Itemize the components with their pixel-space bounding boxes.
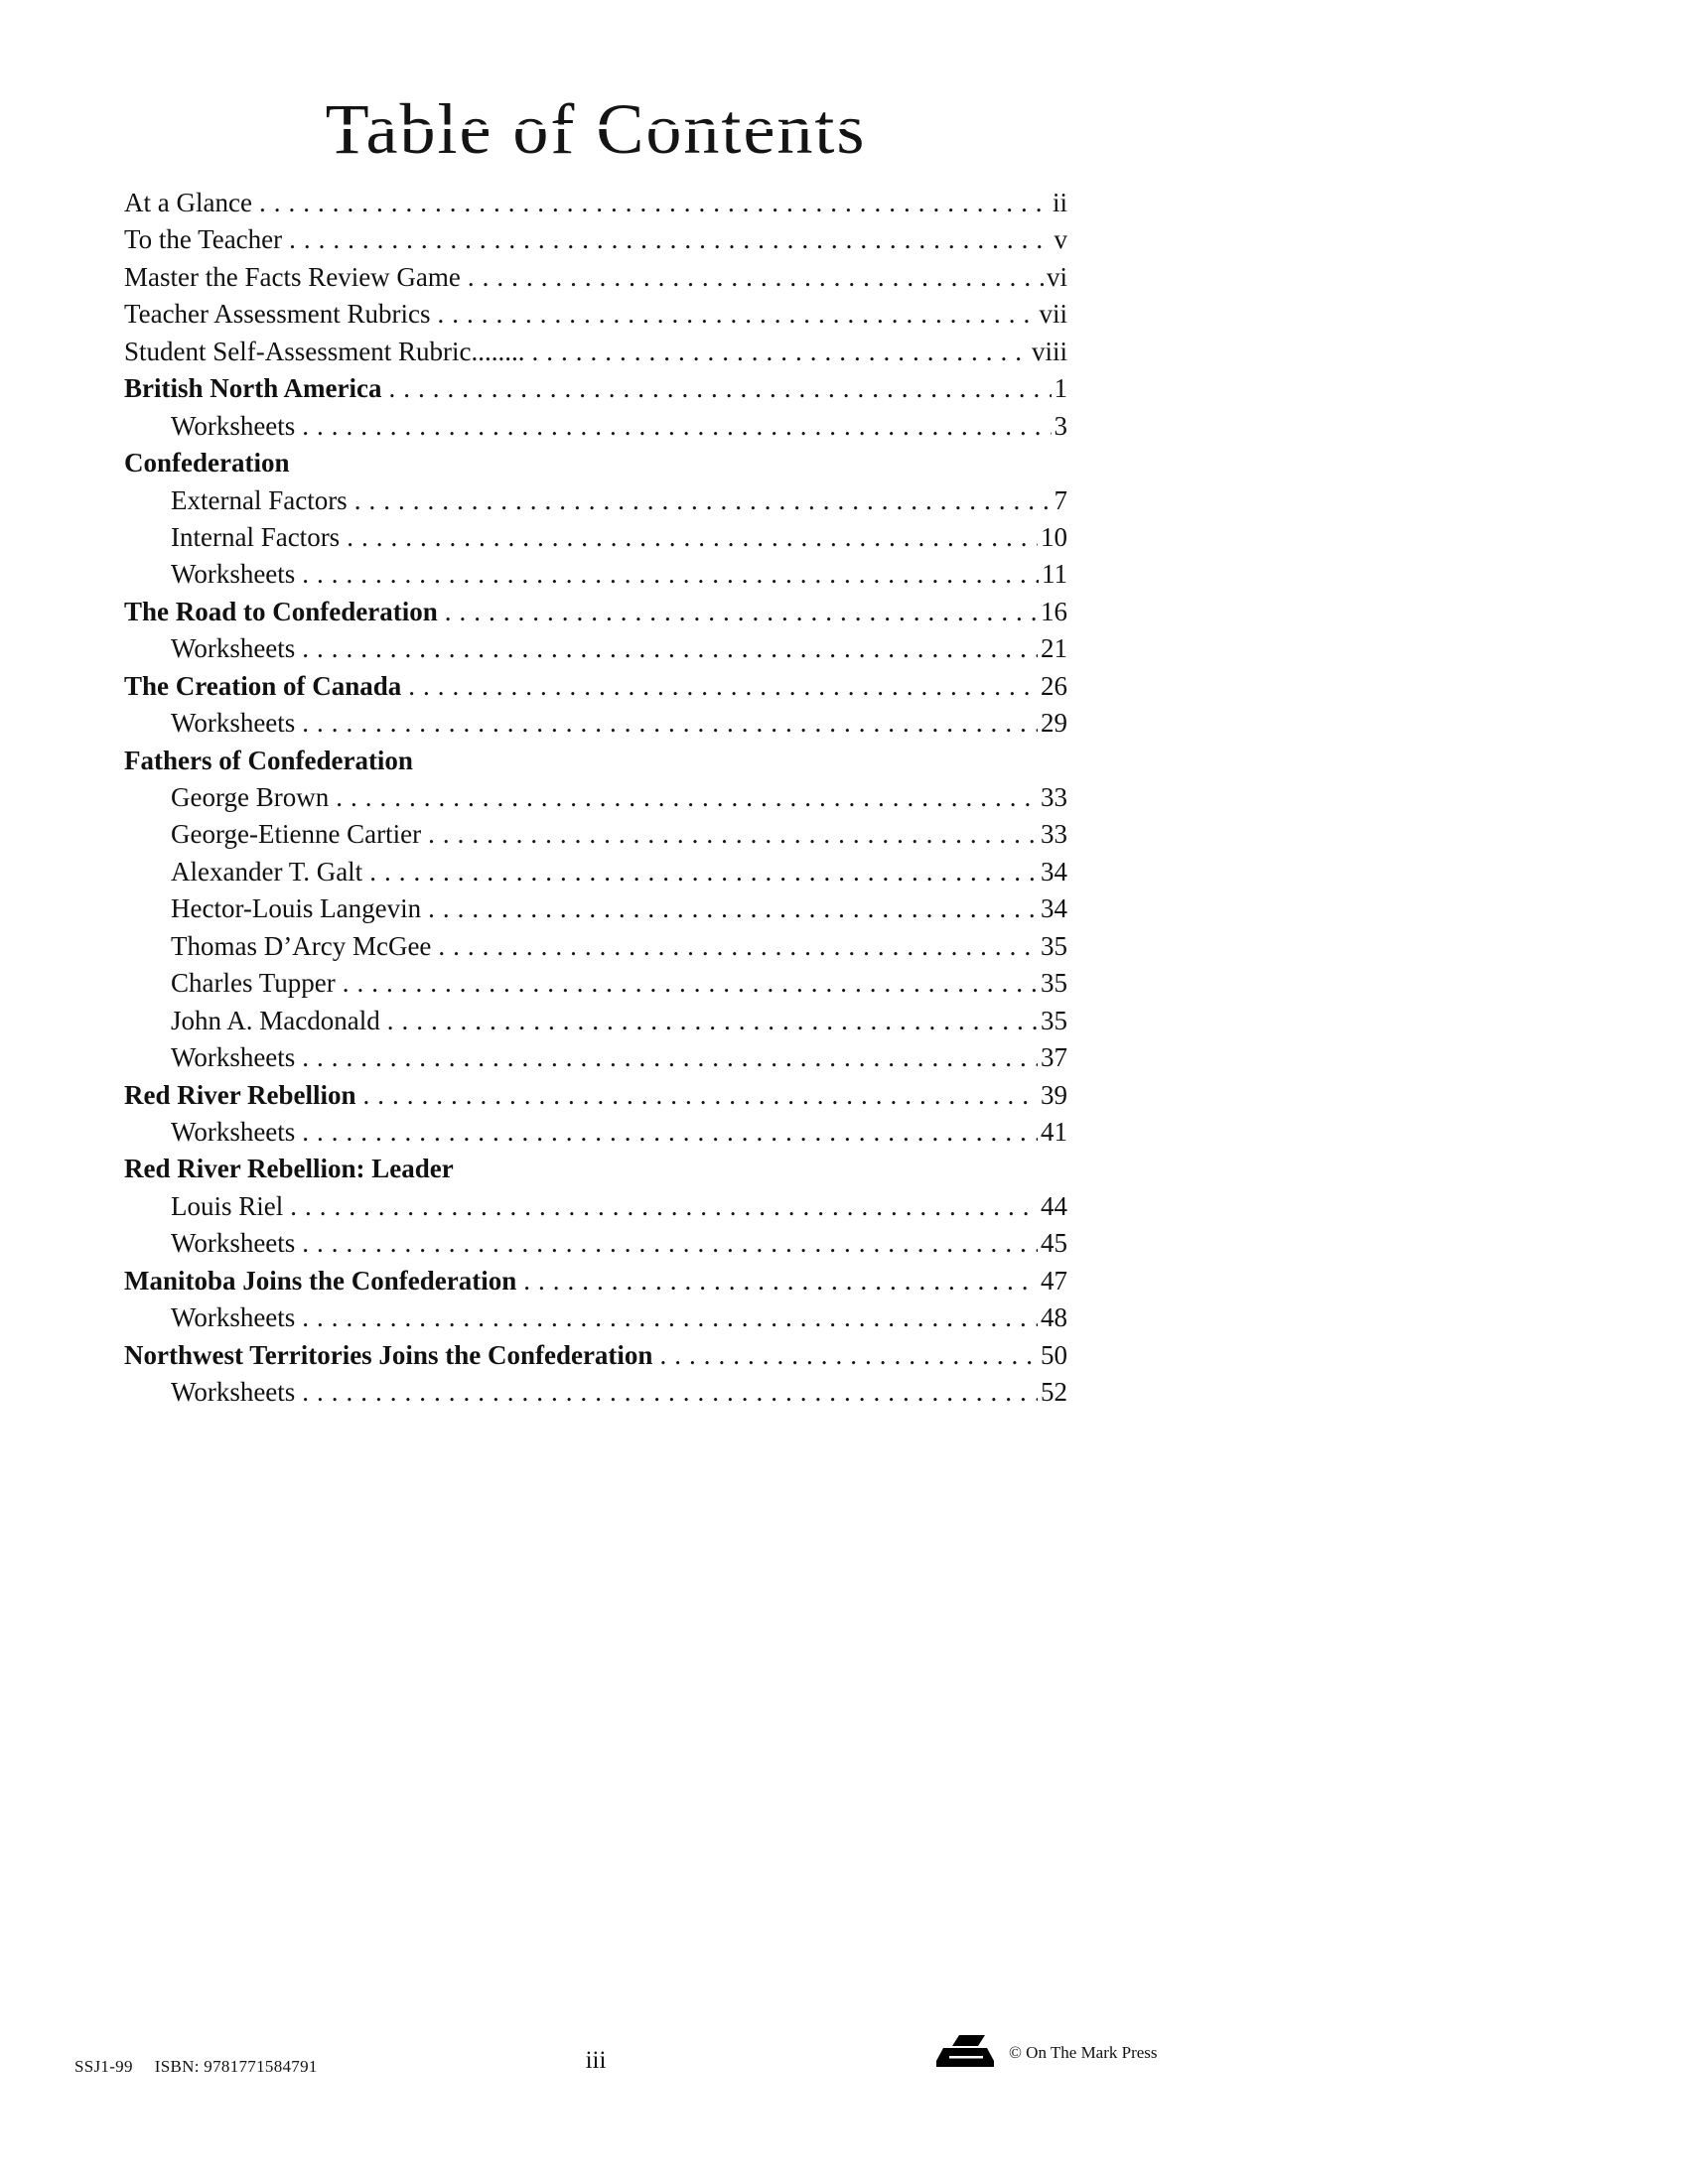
footer-page-number: iii (585, 2047, 607, 2074)
toc-entry-label: Worksheets (171, 708, 296, 739)
dot-leader (302, 705, 1038, 742)
toc-entry-page: 21 (1041, 633, 1067, 664)
toc-entry-label: Manitoba Joins the Confederation (124, 1265, 517, 1296)
toc-entry-page: v (1054, 224, 1067, 255)
toc-entry-label: Worksheets (171, 1042, 296, 1073)
toc-entry (124, 705, 1067, 742)
toc-entry-label: George Brown (171, 782, 330, 812)
toc-entry-label: Student Self-Assessment Rubric........ (124, 336, 525, 366)
dot-leader (259, 185, 1050, 221)
toc-entry (124, 221, 1067, 258)
printer-logo-icon (933, 2031, 997, 2075)
toc-entry-label: The Creation of Canada (124, 670, 402, 701)
toc-entry-page: 35 (1041, 930, 1067, 961)
toc-entry-page: 34 (1041, 893, 1067, 924)
toc-entry-label: John A. Macdonald (171, 1005, 380, 1035)
toc-entry (124, 854, 1067, 890)
toc-entry-page: 11 (1042, 559, 1067, 590)
dot-leader (290, 1188, 1038, 1225)
toc-entry-page: 47 (1041, 1265, 1067, 1296)
dot-leader (302, 408, 1051, 445)
toc-entry (124, 668, 1067, 705)
dot-leader (438, 928, 1038, 965)
toc-entry-label: Red River Rebellion: Leader (124, 1154, 454, 1184)
toc-list (124, 185, 1067, 1411)
toc-entry-page: 50 (1041, 1339, 1067, 1370)
toc-entry (124, 334, 1067, 370)
toc-entry (124, 1039, 1067, 1076)
toc-entry (124, 482, 1067, 519)
toc-entry-page: 37 (1041, 1042, 1067, 1073)
toc-entry-label: External Factors (171, 484, 348, 515)
dot-leader (302, 1225, 1038, 1262)
toc-entry (124, 928, 1067, 965)
toc-entry (124, 1263, 1067, 1299)
toc-entry (124, 890, 1067, 927)
toc-entry-page: 34 (1041, 856, 1067, 887)
toc-entry (124, 259, 1067, 296)
dot-leader (531, 334, 1029, 370)
dot-leader (468, 259, 1044, 296)
toc-entry-label: Worksheets (171, 1116, 296, 1147)
toc-entry-label: Worksheets (171, 410, 296, 441)
toc-entry (124, 1151, 1067, 1187)
dot-leader (369, 854, 1038, 890)
toc-entry-label: Worksheets (171, 1377, 296, 1407)
toc-entry-label: Internal Factors (171, 521, 341, 552)
toc-entry-page: 16 (1041, 596, 1067, 626)
toc-entry (124, 370, 1067, 407)
toc-entry (124, 1114, 1067, 1151)
dot-leader (354, 482, 1052, 519)
toc-entry-page: 45 (1041, 1228, 1067, 1259)
dot-leader (343, 965, 1038, 1002)
toc-entry-label: Thomas D’Arcy McGee (171, 930, 432, 961)
dot-leader (336, 779, 1038, 816)
page-title: Table of Contents (124, 93, 1067, 165)
toc-entry-page: vi (1046, 261, 1067, 292)
toc-entry (124, 1299, 1067, 1336)
toc-entry-label: Alexander T. Galt (171, 856, 363, 887)
toc-entry-label: George-Etienne Cartier (171, 819, 422, 850)
dot-leader (428, 890, 1038, 927)
dot-leader (302, 556, 1039, 593)
toc-entry-page: 41 (1041, 1116, 1067, 1147)
dot-leader (387, 1003, 1038, 1039)
toc-entry-page: ii (1052, 188, 1067, 217)
toc-entry (124, 519, 1067, 556)
dot-leader (438, 296, 1037, 333)
toc-entry-page: 35 (1041, 968, 1067, 999)
toc-entry-page: 48 (1041, 1302, 1067, 1333)
toc-entry-page: 44 (1041, 1190, 1067, 1221)
dot-leader (362, 1077, 1038, 1114)
toc-entry-label: Confederation (124, 448, 290, 478)
toc-entry-page: 29 (1041, 708, 1067, 739)
toc-entry (124, 556, 1067, 593)
dot-leader (445, 594, 1038, 630)
toc-entry-page: 35 (1041, 1005, 1067, 1035)
toc-entry-page: 10 (1041, 521, 1067, 552)
toc-entry (124, 1225, 1067, 1262)
toc-entry (124, 296, 1067, 333)
toc-entry-page: 26 (1041, 670, 1067, 701)
toc-entry-page: vii (1039, 299, 1067, 330)
toc-entry-page: 39 (1041, 1079, 1067, 1110)
toc-entry-label: Fathers of Confederation (124, 745, 413, 775)
publisher-credit (933, 2031, 1158, 2075)
toc-entry (124, 445, 1067, 481)
toc-entry (124, 1077, 1067, 1114)
toc-entry (124, 1374, 1067, 1411)
dot-leader (428, 816, 1038, 853)
dot-leader (302, 1114, 1038, 1151)
toc-entry-label: At a Glance (124, 188, 252, 217)
toc-entry-label: The Road to Confederation (124, 596, 438, 626)
dot-leader (302, 1299, 1038, 1336)
isbn-text: ISBN: 9781771584791 (154, 2057, 318, 2076)
product-code: SSJ1-99 (74, 2057, 133, 2076)
dot-leader (347, 519, 1038, 556)
toc-entry-label: Charles Tupper (171, 968, 336, 999)
toc-entry-label: Hector-Louis Langevin (171, 893, 422, 924)
toc-entry-page: 1 (1054, 373, 1067, 404)
toc-entry-label: To the Teacher (124, 224, 283, 255)
toc-entry-label: Worksheets (171, 1228, 296, 1259)
dot-leader (659, 1337, 1038, 1374)
toc-entry (124, 1188, 1067, 1225)
toc-entry-label: Worksheets (171, 633, 296, 664)
toc-entry (124, 408, 1067, 445)
publisher-name: © On The Mark Press (1009, 2043, 1158, 2062)
toc-entry (124, 185, 1067, 221)
dot-leader (302, 1039, 1038, 1076)
toc-entry-label: British North America (124, 373, 382, 404)
toc-entry (124, 965, 1067, 1002)
toc-entry-label: Louis Riel (171, 1190, 284, 1221)
toc-entry-label: Worksheets (171, 1302, 296, 1333)
toc-entry-page: 7 (1054, 484, 1067, 515)
toc-entry-page: 3 (1054, 410, 1067, 441)
dot-leader (302, 1374, 1038, 1411)
dot-leader (523, 1263, 1038, 1299)
toc-entry (124, 743, 1067, 779)
toc-entry (124, 1003, 1067, 1039)
toc-entry (124, 779, 1067, 816)
toc-entry-page: 52 (1041, 1377, 1067, 1407)
dot-leader (388, 370, 1051, 407)
dot-leader (289, 221, 1051, 258)
toc-entry-label: Northwest Territories Joins the Confederation (124, 1339, 653, 1370)
toc-entry-label: Teacher Assessment Rubrics (124, 299, 431, 330)
toc-entry-label: Red River Rebellion (124, 1079, 356, 1110)
toc-entry-page: viii (1031, 336, 1067, 366)
toc-entry (124, 594, 1067, 630)
dot-leader (408, 668, 1038, 705)
dot-leader (302, 630, 1038, 667)
toc-entry-label: Worksheets (171, 559, 296, 590)
toc-entry-page: 33 (1041, 819, 1067, 850)
toc-entry (124, 630, 1067, 667)
toc-entry (124, 1337, 1067, 1374)
toc-entry-page: 33 (1041, 782, 1067, 812)
toc-entry (124, 816, 1067, 853)
toc-entry-label: Master the Facts Review Game (124, 261, 461, 292)
